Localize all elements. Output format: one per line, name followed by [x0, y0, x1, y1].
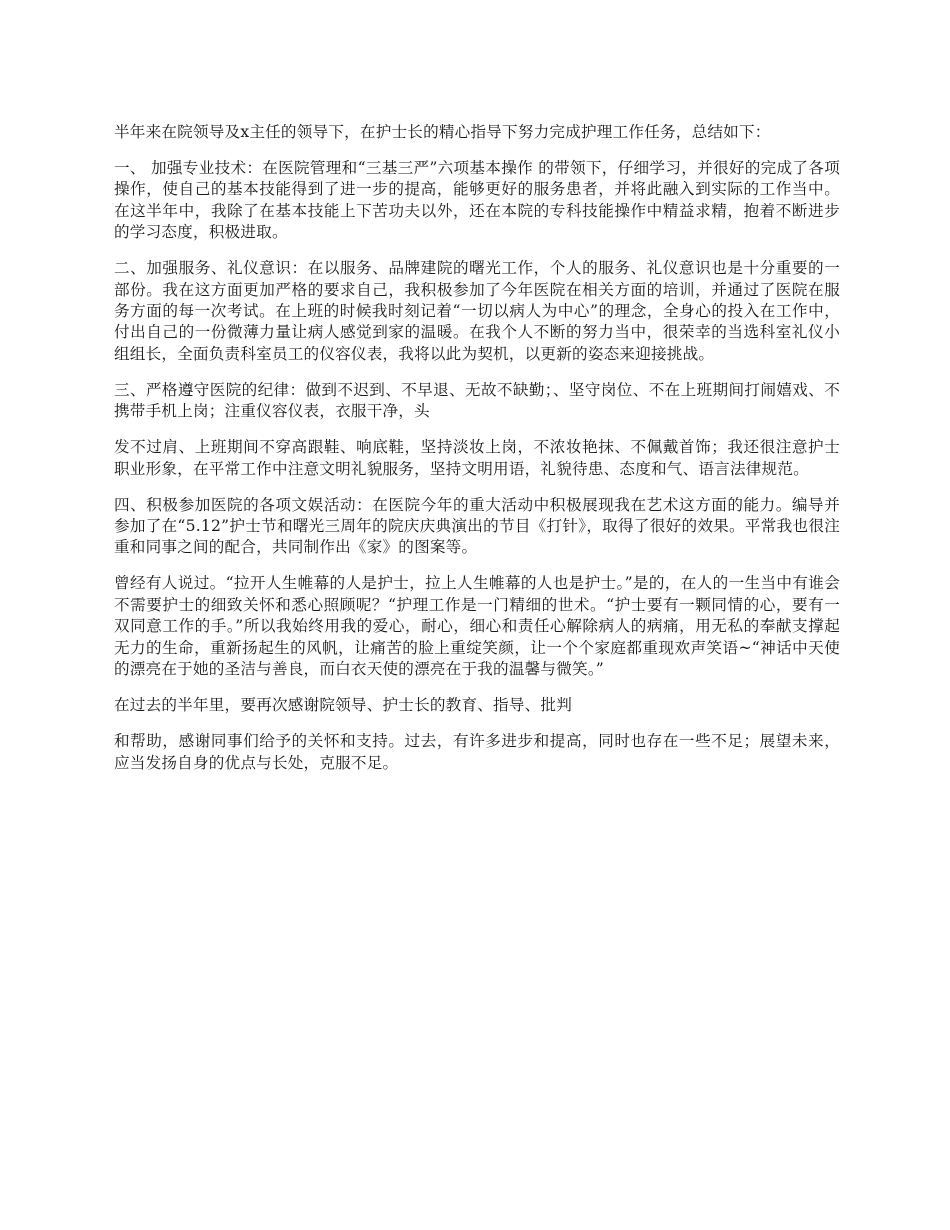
paragraph-conclusion: 和帮助，感谢同事们给予的关怀和支持。过去，有许多进步和提高，同时也存在一些不足；展望未来，应当发扬自身的优点与长处，克服不足。	[114, 732, 840, 772]
paragraph-appearance: 发不过肩、上班期间不穿高跟鞋、响底鞋，坚持淡妆上岗，不浓妆艳抹、不佩戴首饰；我还很注意护士职业形象，在平常工作中注意文明礼貌服务，坚持文明用语，礼貌待患、态度和气、语言法律规范。	[114, 438, 840, 478]
paragraph-discipline: 三、严格遵守医院的纪律：做到不迟到、不早退、无故不缺勤；、坚守岗位、不在上班期间打闹嬉戏、不携带手机上岗；注重仪容仪表，衣服干净，头	[114, 380, 840, 421]
paragraph-thanks: 在过去的半年里，要再次感谢院领导、护士长的教育、指导、批判	[114, 696, 573, 715]
paragraph-skills: 一、 加强专业技术：在医院管理和“三基三严”六项基本操作 的带领下，仔细学习，并很好的完成了各项操作，使自己的基本技能得到了进一步的提高，能够更好的服务患者，并将此融入到实际的工作当中。在这半年中，我除了在基本技能上下苦功夫以外，还在本院的专科技能操作中精益求精，抱着不断进步的学习态度，积极进取。	[114, 159, 840, 242]
paragraph-quote: 曾经有人说过。“拉开人生帷幕的人是护士，拉上人生帷幕的人也是护士。”是的，在人的一生当中有谁会不需要护士的细致关怀和悉心照顾呢？“护理工作是一门精细的世术。“护士要有一颗同情的心，要有一双同意工作的手。”所以我始终用我的爱心，耐心，细心和责任心解除病人的病痛，用无私的奉献支撑起无力的生命，重新扬起生的风帆，让痛苦的脸上重绽笑颜，让一个个家庭都重现欢声笑语~“神话中天使的漂亮在于她的圣洁与善良，而白衣天使的漂亮在于我的温馨与微笑。”	[114, 574, 840, 679]
paragraph-service: 二、加强服务、礼仪意识：在以服务、品牌建院的曙光工作，个人的服务、礼仪意识也是十分重要的一部份。我在这方面更加严格的要求自己，我积极参加了今年医院在相关方面的培训，并通过了医院在服务方面的每一次考试。在上班的时候我时刻记着“一切以病人为中心”的理念，全身心的投入在工作中，付出自己的一份微薄力量让病人感觉到家的温暖。在我个人不断的努力当中，很荣幸的当选科室礼仪小组组长，全面负责科室员工的仪容仪表，我将以此为契机，以更新的姿态来迎接挑战。	[114, 259, 840, 363]
paragraph-intro: 半年来在院领导及x主任的领导下，在护士长的精心指导下努力完成护理工作任务，总结如下：	[114, 123, 771, 141]
document-body	[114, 122, 840, 789]
paragraph-activities: 四、积极参加医院的各项文娱活动：在医院今年的重大活动中积极展现我在艺术这方面的能力。编导并参加了在“5.12”护士节和曙光三周年的院庆庆典演出的节目《打针》，取得了很好的效果。平常我也很注重和同事之间的配合，共同制作出《家》的图案等。	[114, 495, 840, 557]
